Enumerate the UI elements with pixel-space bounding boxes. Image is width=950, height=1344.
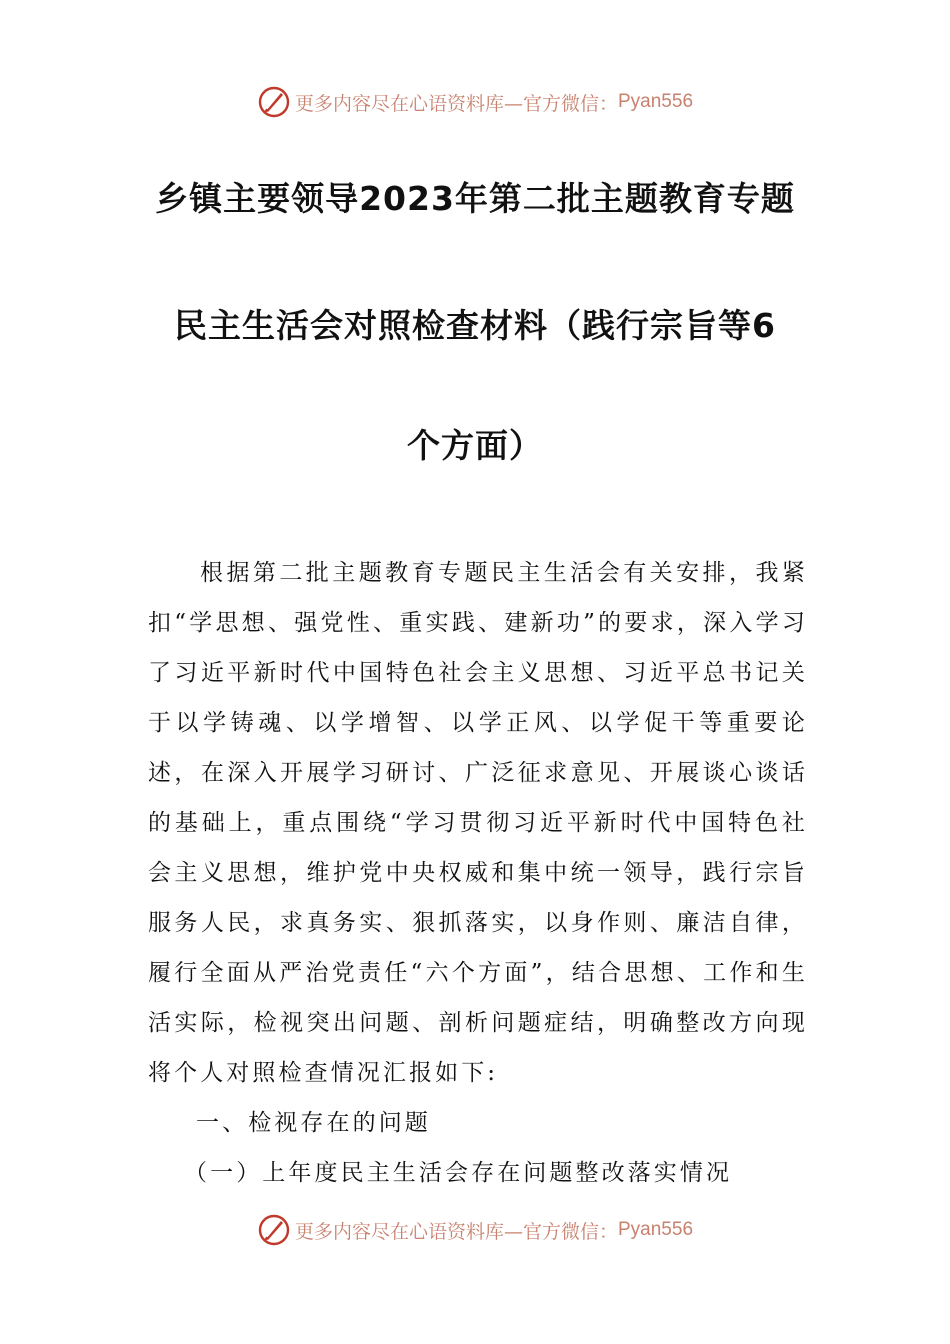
quill-pen-logo-icon — [257, 85, 291, 119]
watermark-chinese-text: 更多内容尽在心语资料库—官方微信： — [294, 1220, 618, 1243]
document-title-line-3: 个方面） — [407, 426, 543, 465]
footer-watermark — [0, 1210, 950, 1250]
document-title-line-2: 民主生活会对照检查材料（践行宗旨等6 — [174, 306, 776, 345]
watermark-chinese-text: 更多内容尽在心语资料库—官方微信： — [294, 92, 618, 115]
watermark-wechat-id: Pyan556 — [618, 1219, 694, 1240]
section-heading: 一、检视存在的问题 — [196, 1110, 431, 1136]
subsection-heading: （一）上年度民主生活会存在问题整改落实情况 — [184, 1160, 733, 1186]
document-body — [148, 548, 808, 1198]
quill-pen-logo-icon — [257, 1213, 291, 1247]
header-watermark — [0, 82, 950, 122]
watermark-wechat-id: Pyan556 — [618, 91, 694, 112]
document-title-line-1: 乡镇主要领导2023年第二批主题教育专题 — [155, 179, 795, 218]
intro-paragraph: 根据第二批主题教育专题民主生活会有关安排，我紧扣“学思想、强党性、重实践、建新功”的要求，深入学习了习近平新时代中国特色社会主义思想、习近平总书记关于以学铸魂、以学增智、以学正风、以学促干等重要论述，在深入开展学习研讨、广泛征求意见、开展谈心谈话的基础上，重点围绕“学习贯彻习近平新时代中国特色社会主义思想，维护党中央权威和集中统一领导，践行宗旨服务人民，求真务实、狠抓落实，以身作则、廉洁自律，履行全面从严治党责任“六个方面”，结合思想、工作和生活实际，检视突出问题、剖析问题症结，明确整改方向现将个人对照检查情况汇报如下: — [148, 560, 808, 1086]
